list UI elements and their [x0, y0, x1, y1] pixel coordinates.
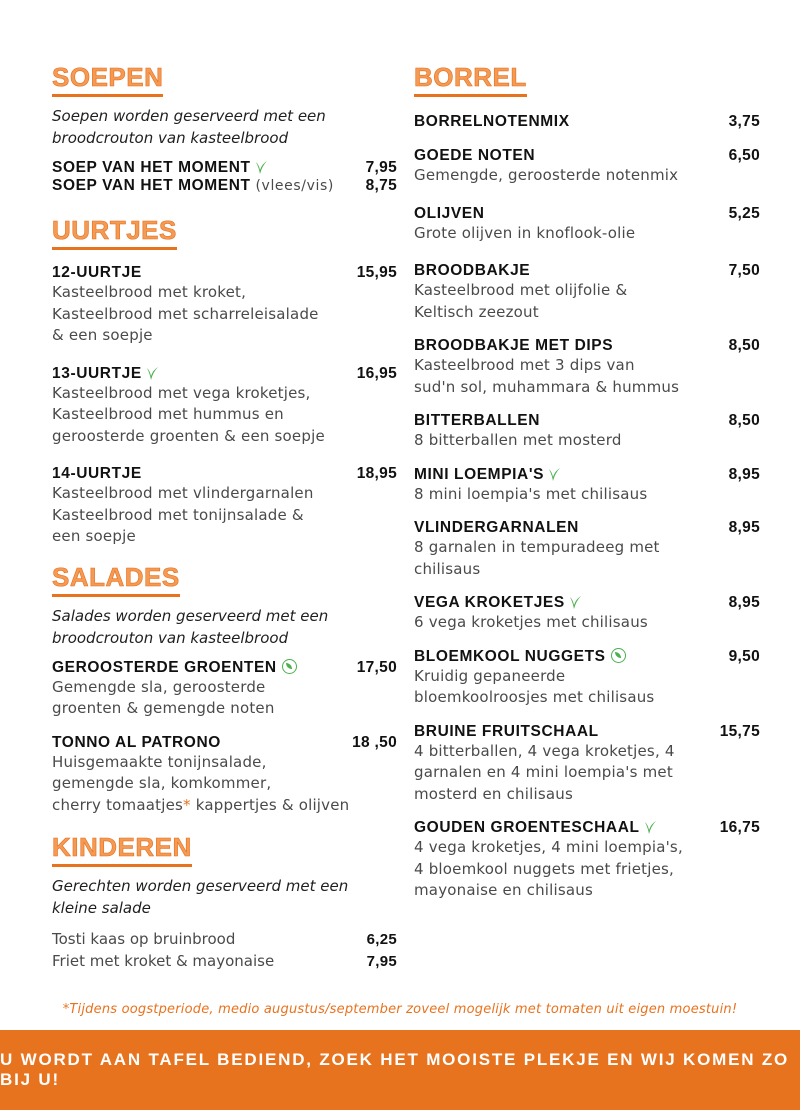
- item-price: 6,50: [728, 147, 760, 164]
- menu-item: [414, 648, 760, 709]
- item-description: 4 vega kroketjes, 4 mini loempia's, 4 bloemkool nuggets met frietjes, mayonaise en chilisaus: [414, 838, 683, 899]
- vegan-badge-icon: [282, 659, 297, 674]
- item-name: BRUINE FRUITSCHAAL: [414, 722, 599, 740]
- item-price: 7,95: [366, 952, 397, 970]
- item-description: Kasteelbrood met vega kroketjes, Kasteelbrood met hummus en geroosterde groenten & een soepje: [52, 383, 325, 445]
- section-title-borrel: BORREL: [414, 62, 527, 97]
- section-note-salades: Salades worden geserveerd met een broodcrouton van kasteelbrood: [52, 606, 329, 647]
- item-name: 13-UURTJE: [52, 364, 142, 382]
- vegan-badge-icon: [611, 648, 626, 663]
- item-price: 17,50: [356, 658, 397, 676]
- item-name: MINI LOEMPIA'S: [414, 465, 545, 483]
- item-name: SOEP VAN HET MOMENT: [52, 159, 251, 176]
- banner-text: U WORDT AAN TAFEL BEDIEND, ZOEK HET MOOISTE PLEKJE EN WIJ KOMEN ZO BIJ U!: [0, 1050, 790, 1089]
- item-price: 16,75: [719, 819, 760, 836]
- leaf-icon: [568, 594, 582, 610]
- item-name: 14-UURTJE: [52, 465, 142, 482]
- menu-item: [414, 262, 760, 323]
- menu-item: [52, 365, 397, 448]
- footnote: *Tijdens oogstperiode, medio augustus/september zoveel mogelijk met tomaten uit eigen moestuin!: [62, 1002, 738, 1017]
- item-description: Gemengde sla, geroosterde groenten & gemengde noten: [52, 677, 275, 717]
- section-note-soepen: Soepen worden geserveerd met een broodcrouton van kasteelbrood: [52, 107, 326, 147]
- section-note-kinderen: Gerechten worden geserveerd met een kleine salade: [52, 877, 349, 917]
- menu-item: [414, 519, 760, 580]
- section-title-kinderen: KINDEREN: [52, 832, 192, 867]
- item-name: VEGA KROKETJES: [414, 594, 565, 611]
- item-description: 4 bitterballen, 4 vega kroketjes, 4 garnalen en 4 mini loempia's met mosterd en chilisaus: [414, 741, 675, 803]
- item-name: OLIJVEN: [414, 204, 485, 222]
- item-name: GOUDEN GROENTESCHAAL: [414, 819, 640, 836]
- asterisk-mark: *: [183, 795, 191, 814]
- menu-item: [52, 264, 397, 347]
- menu-item: [52, 951, 397, 973]
- left-column: [52, 62, 397, 972]
- item-name: Friet met kroket & mayonaise: [52, 951, 275, 970]
- menu-item: [414, 723, 760, 806]
- menu-item: [52, 177, 397, 195]
- menu-item: [52, 659, 397, 720]
- item-description: Kasteelbrood met kroket, Kasteelbrood met scharreleisalade & een soepje: [52, 283, 319, 344]
- item-price: 6,25: [366, 931, 397, 948]
- item-name: GEROOSTERDE GROENTEN: [52, 658, 277, 676]
- item-description: Kasteelbrood met olijfolie & Keltisch zeezout: [414, 281, 628, 321]
- item-price: 8,50: [728, 412, 760, 429]
- item-name: BITTERBALLEN: [414, 412, 541, 429]
- section-uurtjes: [52, 215, 397, 548]
- menu-item: [414, 337, 760, 398]
- leaf-icon: [145, 365, 159, 381]
- item-name: Tosti kaas op bruinbrood: [52, 930, 236, 948]
- menu-item: [52, 159, 397, 177]
- section-title-soepen: SOEPEN: [52, 62, 163, 97]
- item-price: 18,95: [356, 465, 397, 482]
- menu-item: [414, 412, 760, 452]
- item-name: BROODBAKJE: [414, 262, 531, 279]
- item-price: 3,75: [728, 113, 760, 130]
- menu-item: [414, 147, 760, 187]
- item-name: BLOEMKOOL NUGGETS: [414, 647, 606, 665]
- item-description: 8 garnalen in tempuradeeg met chilisaus: [414, 538, 660, 578]
- menu-item: [414, 819, 760, 902]
- menu-item: [414, 205, 760, 245]
- leaf-icon: [643, 819, 657, 835]
- menu-item: [52, 734, 397, 817]
- item-price: 7,95: [365, 159, 397, 176]
- section-kinderen: [52, 832, 397, 972]
- item-price: 8,95: [728, 594, 760, 611]
- item-price: 9,50: [728, 647, 760, 665]
- item-description: Kasteelbrood met 3 dips van sud'n sol, muhammara & hummus: [414, 356, 680, 396]
- item-price: 16,95: [356, 364, 397, 382]
- item-description: Kasteelbrood met vlindergarnalen Kasteelbrood met tonijnsalade & een soepje: [52, 484, 314, 545]
- item-price: 5,25: [728, 204, 760, 222]
- leaf-icon: [547, 466, 561, 482]
- section-soepen: [52, 62, 397, 195]
- leaf-icon: [254, 159, 268, 175]
- item-extra: (vlees/vis): [255, 178, 334, 194]
- item-price: 8,75: [365, 177, 397, 194]
- item-price: 15,75: [719, 722, 760, 740]
- item-price: 8,95: [728, 465, 760, 483]
- item-description: Kruidig gepaneerde bloemkoolroosjes met chilisaus: [414, 666, 655, 706]
- item-price: 15,95: [356, 264, 397, 281]
- item-description: 6 vega kroketjes met chilisaus: [414, 613, 648, 631]
- section-title-uurtjes: UURTJES: [52, 215, 177, 250]
- item-price: 18 ,50: [352, 733, 397, 751]
- footer-banner: [0, 1030, 800, 1110]
- section-title-salades: SALADES: [52, 562, 180, 597]
- menu-item: [414, 113, 760, 131]
- menu-item: [52, 465, 397, 548]
- item-name: GOEDE NOTEN: [414, 147, 536, 164]
- menu-item: [414, 594, 760, 634]
- item-price: 7,50: [728, 262, 760, 279]
- item-description: Grote olijven in knoflook-olie: [414, 223, 636, 242]
- item-description: 8 bitterballen met mosterd: [414, 431, 622, 449]
- item-price: 8,95: [728, 519, 760, 536]
- item-price: 8,50: [728, 337, 760, 354]
- item-description: Gemengde, geroosterde notenmix: [414, 166, 679, 184]
- section-salades: [52, 562, 397, 817]
- item-name: BROODBAKJE MET DIPS: [414, 337, 614, 354]
- item-description: Huisgemaakte tonijnsalade, gemengde sla, komkommer, cherry tomaatjes* kappertjes & olijven: [52, 752, 350, 814]
- menu-item: [414, 466, 760, 506]
- item-name: SOEP VAN HET MOMENT: [52, 177, 251, 194]
- item-name: 12-UURTJE: [52, 264, 142, 281]
- item-name: BORRELNOTENMIX: [414, 113, 570, 130]
- item-name: VLINDERGARNALEN: [414, 519, 579, 536]
- item-description: 8 mini loempia's met chilisaus: [414, 484, 648, 503]
- menu-item: [52, 929, 397, 951]
- item-name: TONNO AL PATRONO: [52, 733, 221, 751]
- right-column: [414, 62, 760, 902]
